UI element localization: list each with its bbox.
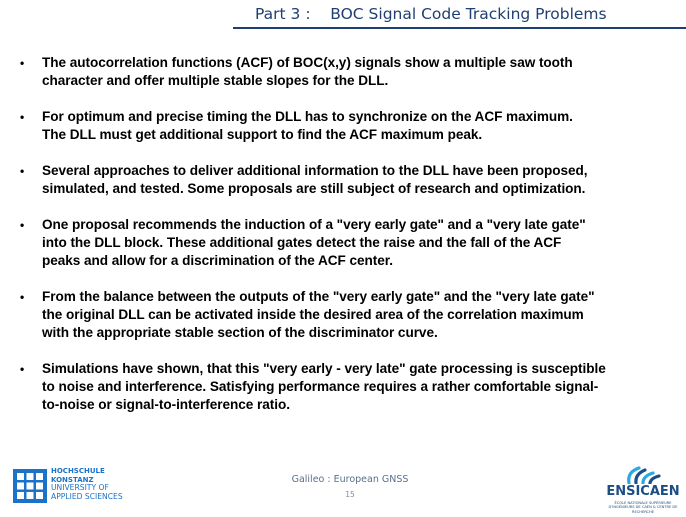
- bullet-glyph: •: [20, 56, 25, 70]
- bullet-glyph: •: [20, 218, 25, 232]
- htwg-line: APPLIED SCIENCES: [51, 492, 123, 502]
- bullet-glyph: •: [20, 290, 25, 304]
- ensicaen-name: ENSICAEN: [606, 484, 680, 499]
- footer: [240, 474, 460, 499]
- bullet-text: Simulations have shown, that this "very early - very late" gate processing is susceptible to noise and interference. Satisfying performance requires a rather comfortable signal- to-noise or signal-to-interference ratio.: [42, 361, 606, 412]
- page-number: 15: [345, 490, 355, 499]
- ensicaen-logo: [600, 464, 686, 514]
- bullet-item: [20, 360, 686, 414]
- bullet-item: [20, 54, 686, 90]
- bullet-list: [20, 54, 686, 432]
- htwg-logo-text: [51, 467, 123, 502]
- bullet-text: Several approaches to deliver additional information to the DLL have been proposed, simulated, and tested. Some proposals are still subject of research and optimization.: [42, 163, 588, 196]
- page-title: Part 3 : BOC Signal Code Tracking Problems: [255, 5, 607, 23]
- htwg-line: UNIVERSITY OF: [51, 483, 109, 493]
- footer-text: Galileo : European GNSS: [291, 474, 409, 485]
- htwg-line: HOCHSCHULE: [51, 467, 105, 475]
- bullet-text: For optimum and precise timing the DLL has to synchronize on the ACF maximum. The DLL must get additional support to find the ACF maximum peak.: [42, 109, 573, 142]
- bullet-item: [20, 216, 686, 270]
- title-underline: [233, 27, 686, 29]
- bullet-text: The autocorrelation functions (ACF) of BOC(x,y) signals show a multiple saw tooth character and offer multiple stable slopes for the DLL.: [42, 55, 573, 88]
- bullet-glyph: •: [20, 164, 25, 178]
- bullet-item: [20, 108, 686, 144]
- bullet-item: [20, 288, 686, 342]
- bullet-item: [20, 162, 686, 198]
- bullet-text: One proposal recommends the induction of a "very early gate" and a "very late gate" into the DLL block. These additional gates detect the raise and the fall of the ACF peaks and allow for a discrimination of the ACF center.: [42, 217, 586, 268]
- header: [233, 0, 686, 30]
- bullet-text: From the balance between the outputs of the "very early gate" and the "very late gate" the original DLL can be activated inside the desired area of the correlation maximum with the appropriate stable section of the discriminator curve.: [42, 289, 595, 340]
- htwg-logo: [13, 466, 133, 506]
- ensicaen-tagline: ÉCOLE NATIONALE SUPÉRIEURE D'INGÉNIEURS DE CAEN & CENTRE DE RECHERCHE: [608, 501, 678, 514]
- bullet-glyph: •: [20, 362, 25, 376]
- bullet-glyph: •: [20, 110, 25, 124]
- ensicaen-wave-icon: [623, 464, 663, 484]
- htwg-line: KONSTANZ: [51, 475, 94, 484]
- htwg-logo-icon: [13, 469, 47, 503]
